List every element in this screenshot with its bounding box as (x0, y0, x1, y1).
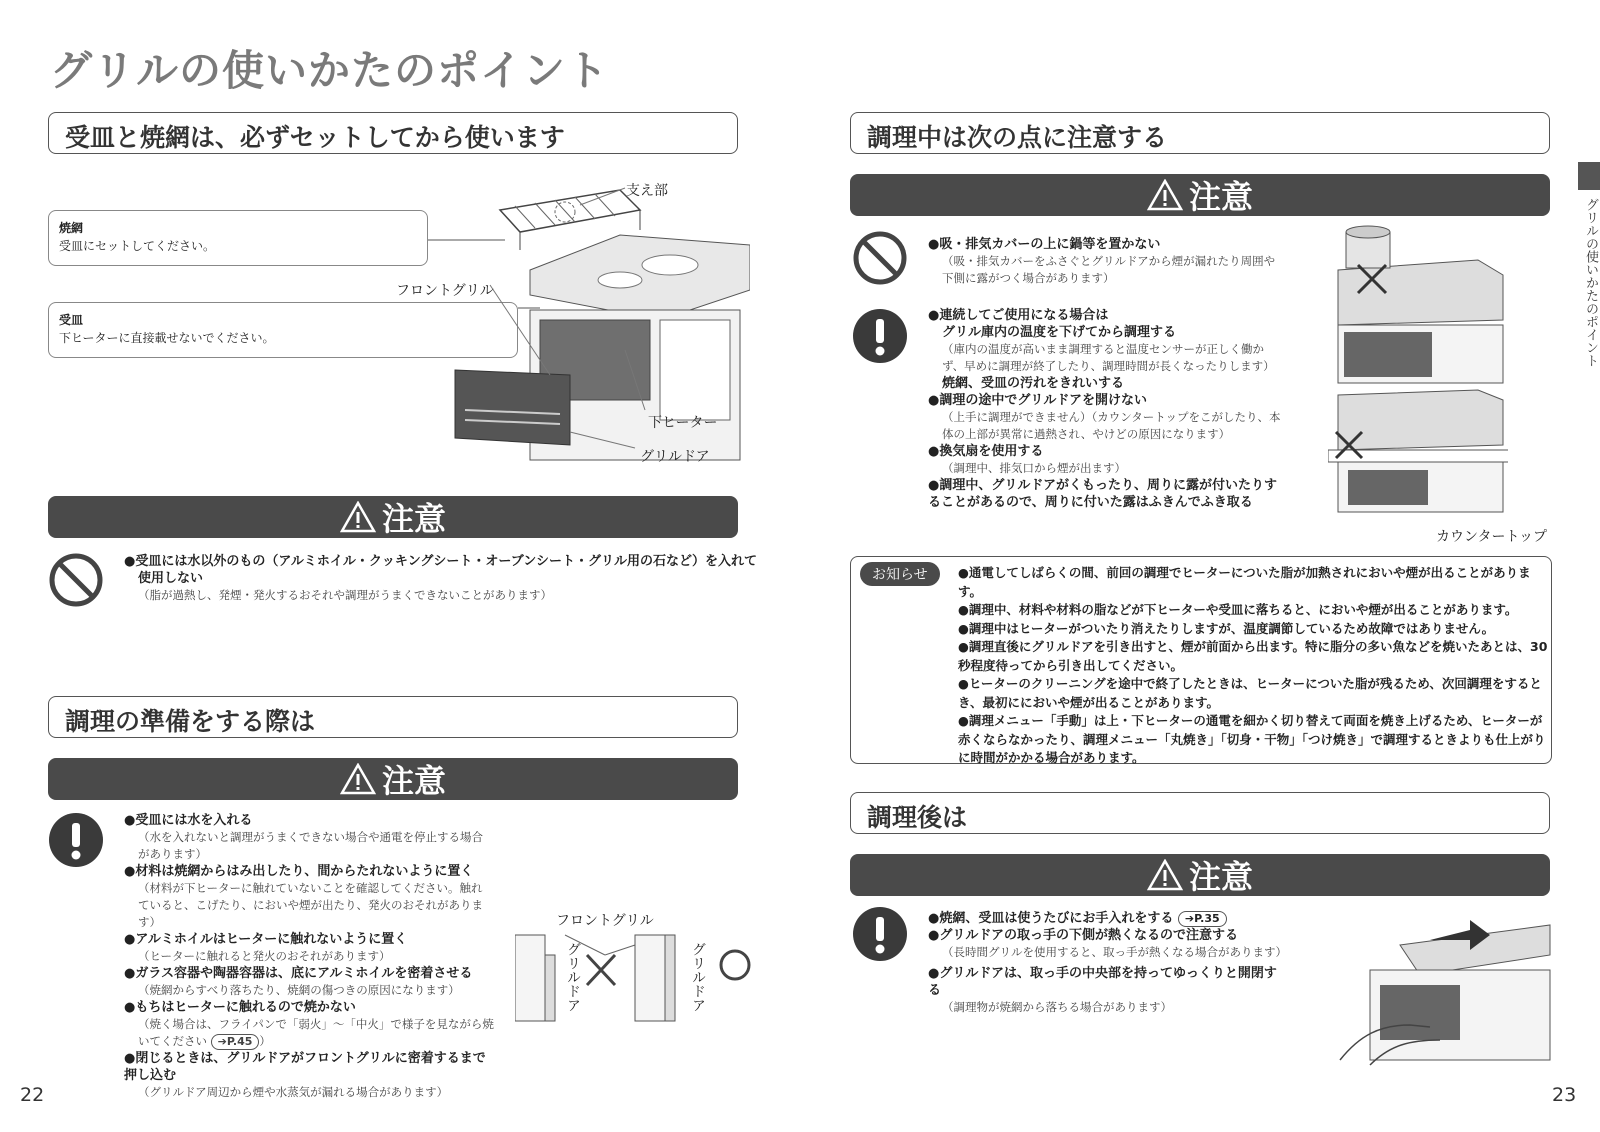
callout-text: 受皿にセットしてください。 (59, 239, 216, 253)
item-title: ●受皿には水を入れる (124, 813, 253, 828)
warning-icon (340, 763, 376, 795)
item-note: （グリルドア周辺から煙や水蒸気が漏れる場合があります） (138, 1085, 449, 1099)
prep-list (124, 812, 494, 1101)
item-note: （調理中、排気口から煙が出ます） (942, 461, 1126, 475)
item-note: （吸・排気カバーをふさぐとグリルドアから煙が漏れたり周囲や下側に露がつく場合があります） (942, 254, 1276, 285)
item-note: （長時間グリルを使用すると、取っ手が熱くなる場合があります） (942, 945, 1287, 959)
item-title: ●連続してご使用になる場合は (928, 308, 1109, 323)
callout-text: 下ヒーターに直接載せないでください。 (59, 331, 275, 345)
item-note: （調理物が焼網から落ちる場合があります） (942, 1000, 1172, 1014)
item-title: ●換気扇を使用する (928, 444, 1044, 459)
page-ref-link[interactable]: ➔P.35 (1178, 911, 1227, 927)
caution-label: 注意 (381, 762, 446, 800)
item-title: ●アルミホイルはヒーターに触れないように置く (124, 932, 408, 947)
diagram-label-front-grill: フロントグリル (556, 913, 654, 929)
mandatory-icon (852, 906, 908, 962)
item-note: （水を入れないと調理がうまくできない場合や通電を停止する場合があります） (138, 830, 483, 861)
section-heading-after: 調理後は (850, 792, 1550, 834)
diagram-label-door-bad: グリルドア (565, 942, 581, 1012)
caution-label: 注意 (381, 500, 446, 538)
caution-banner (850, 854, 1550, 896)
caution-text-cont: 使用しない (138, 571, 204, 586)
caution-banner (850, 174, 1550, 216)
section-heading-prep: 調理の準備をする際は (48, 696, 738, 738)
notice-item: ●調理中はヒーターがついたり消えたりしますが、温度調節しているため故障ではありません。 (958, 620, 1495, 636)
warning-icon (1147, 859, 1183, 891)
after-list (928, 910, 1288, 1016)
caution-note: （脂が過熱し、発煙・発火するおそれや調理がうまくできないことがあります） (138, 588, 552, 602)
notice-badge: お知らせ (860, 562, 940, 586)
prohibited-icon (852, 230, 908, 286)
page-ref-link[interactable]: ➔P.45 (211, 1034, 260, 1050)
caution-banner (48, 496, 738, 538)
callout-label: 受皿 (59, 313, 84, 327)
list-item (124, 812, 494, 863)
item-title-cont: グリル庫内の温度を下げてから調理する (942, 325, 1177, 340)
caution-label: 注意 (1188, 858, 1253, 896)
item-note: （上手に調理ができません）（カウンタートップをこがしたり、本体の上部が異常に過熱され、やけどの原因になります） (942, 410, 1281, 441)
item-title: ●調理中、グリルドアがくもったり、周りに露が付いたりすることがあるので、周りに付いた露はふきんでふき取る (928, 478, 1277, 510)
stove-illustrations (1328, 220, 1508, 530)
item-title: ●グリルドアは、取っ手の中央部を持ってゆっくりと開閉する (928, 966, 1277, 998)
mandatory-icon (48, 812, 104, 868)
item-note: （焼網からすべり落ちたり、焼網の傷つきの原因になります） (138, 983, 460, 997)
item-note: （焼く場合は、フライパンで「弱火」～「中火」で様子を見ながら焼いてください (138, 1017, 494, 1048)
label-support: 支え部 (626, 183, 668, 199)
item-title: ●閉じるときは、グリルドアがフロントグリルに密着するまで押し込む (124, 1051, 486, 1083)
item-title: ●調理の途中でグリルドアを開けない (928, 393, 1147, 408)
page-number-right: 23 (1552, 1084, 1577, 1106)
item-note: （庫内の温度が高いまま調理すると温度センサーが正しく働かず、早めに調理が終了したり、調理時間が長くなったりします） (942, 342, 1275, 373)
label-front-grill: フロントグリル (396, 283, 494, 299)
list-item: ●もちはヒーターに触れるので焼かない （焼く場合は、フライパンで「弱火」～「中火」で様子を見ながら焼いてください ➔P.45 ） (124, 1000, 494, 1048)
mandatory-icon (852, 308, 908, 364)
callout-yakiami (48, 210, 428, 266)
section-heading-set: 受皿と焼網は、必ずセットしてから使います (48, 112, 738, 154)
page-number-left: 22 (20, 1084, 45, 1106)
side-tab-label: グリルの使いかたのポイント (1583, 198, 1598, 367)
prohibited-icon (48, 552, 104, 608)
item-title-cont: 焼網、受皿の汚れをきれいする (942, 376, 1125, 391)
item-title: ●もちはヒーターに触れるので焼かない (124, 1000, 356, 1015)
item-note: （ヒーターに触れると発火のおそれがあります） (138, 949, 391, 963)
notice-item: ●調理メニュー「手動」は上・下ヒーターの通電を細かく切り替えて両面を焼き上げるため、ヒーターが赤くならなかったり、調理メニュー「丸焼き」「切身・干物」「つけ焼き」で調理するときよりも仕上がりに時間がかかる場合があります。 (958, 713, 1546, 765)
item-title: ●吸・排気カバーの上に鍋等を置かない (928, 237, 1161, 252)
callout-label: 焼網 (59, 221, 84, 235)
caution-banner (48, 758, 738, 800)
label-grill-door: グリルドア (640, 449, 710, 465)
item-title: ●材料は焼網からはみ出したり、間からたれないように置く (124, 864, 474, 879)
caution-item (124, 553, 764, 604)
item-title: ●ガラス容器や陶器容器は、底にアルミホイルを密着させる (124, 966, 473, 981)
label-lower-heater: 下ヒーター (648, 415, 718, 431)
notice-item: ●通電してしばらくの間、前回の調理でヒーターについた脂が加熱されにおいや煙が出ることがあります。 (958, 565, 1531, 599)
item-title: ●グリルドアの取っ手の下側が熱くなるので注意する (928, 928, 1238, 943)
caution-label: 注意 (1188, 178, 1253, 216)
list-item (124, 931, 494, 965)
section-heading-during: 調理中は次の点に注意する (850, 112, 1550, 154)
notice-item: ●ヒーターのクリーニングを途中で終了したときは、ヒーターについた脂が残るため、次回調理をするとき、最初ににおいや煙が出ることがあります。 (958, 676, 1542, 710)
list-item (124, 965, 494, 999)
item-note: （材料が下ヒーターに触れていないことを確認してください。触れていると、こげたり、においや煙が出たり、発火のおそれがあります） (138, 881, 483, 929)
door-handling-illustration (1330, 915, 1555, 1075)
list-item (124, 863, 494, 931)
notice-item: ●調理直後にグリルドアを引き出すと、煙が前面から出ます。特に脂分の多い魚などを焼いたあとは、30秒程度待ってから引き出してください。 (958, 639, 1548, 673)
notice-item: ●調理中、材料や材料の脂などが下ヒーターや受皿に落ちると、においや煙が出ることがあります。 (958, 602, 1518, 617)
diagram-label-door-good: グリルドア (690, 942, 706, 1012)
label-countertop: カウンタートップ (1436, 529, 1548, 545)
list-item (124, 1050, 494, 1101)
side-tab-marker (1578, 162, 1600, 190)
page-title: グリルの使いかたのポイント (50, 46, 610, 95)
during-list (928, 236, 1283, 511)
door-diagram (515, 925, 755, 1025)
item-title: ●焼網、受皿は使うたびにお手入れをする (928, 911, 1174, 926)
caution-text: ●受皿には水以外のもの（アルミホイル・クッキングシート・オーブンシート・グリル用の石など）を入れて (124, 554, 757, 569)
warning-icon (1147, 179, 1183, 211)
notice-list (958, 564, 1548, 768)
warning-icon (340, 501, 376, 533)
